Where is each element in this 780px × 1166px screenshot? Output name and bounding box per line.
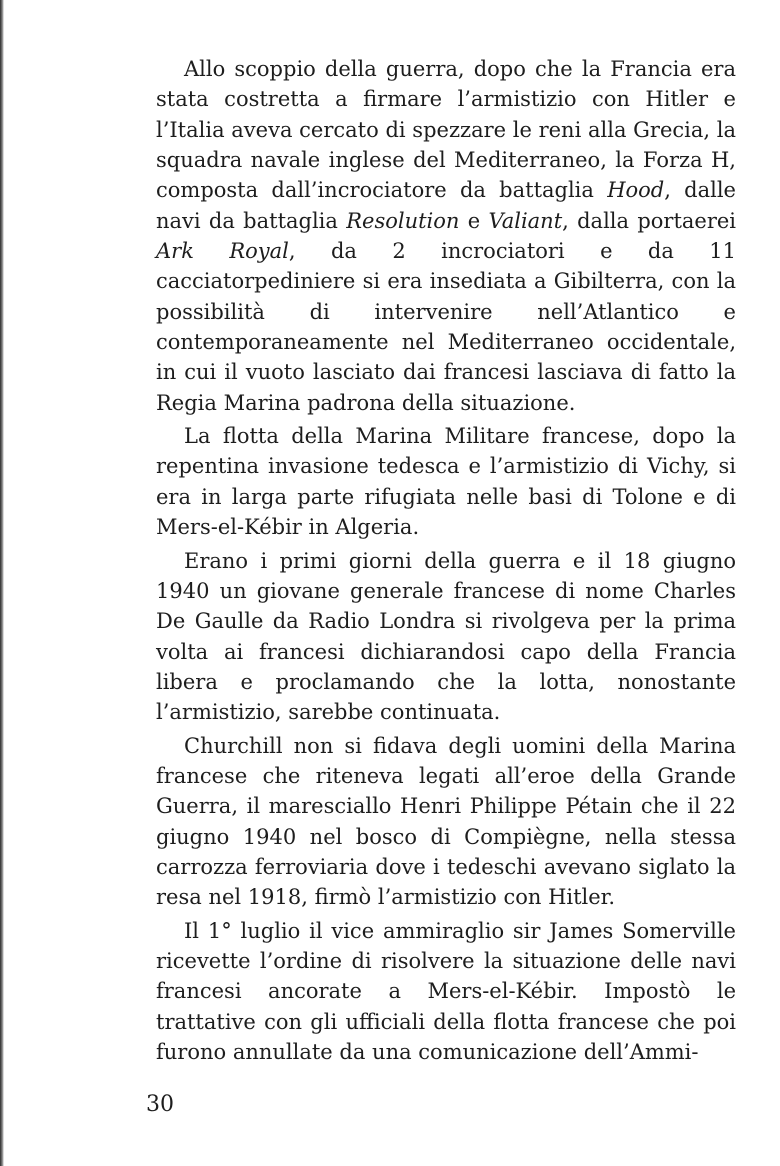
- paragraph-somerville: Il 1° luglio il vice ammiraglio sir James Somerville ricevette l’ordine di risolvere la situazione delle navi francesi ancorate a Mers-el-Kébir. Impostò le trattative con gli ufficiali della flotta francese che poi furono annullate da una comunicazione dell’Ammi-: [156, 918, 736, 1064]
- paragraph-text: , dalla portaerei: [562, 208, 737, 233]
- paragraph-text: e: [459, 208, 489, 233]
- paragraph-text: , da 2 incrociatori e da 11 cacciatorpediniere si era insediata a Gibilterra, con la possibilità di intervenire nell’Atlantico e contemporaneamente nel Mediterraneo occidentale, in cui il vuoto lasciato dai francesi lasciava di fatto la Regia Marina padrona della situazione.: [156, 239, 736, 415]
- paragraph-de-gaulle: Erano i primi giorni della guerra e il 18 giugno 1940 un giovane generale francese di nome Charles De Gaulle da Radio Londra si rivolgeva per la prima volta ai francesi dichiarandosi capo della Francia libera e proclamando che la lotta, nonostante l’armistizio, sarebbe continuata.: [156, 548, 736, 725]
- paragraph-french-fleet: La flotta della Marina Militare francese, dopo la repentina invasione tedesca e l’armistizio di Vichy, si era in larga parte rifugiata nelle basi di Tolone e di Mers-el-Kébir in Algeria.: [156, 424, 736, 540]
- page-number: 30: [146, 1092, 174, 1117]
- paragraph-churchill: Churchill non si fidava degli uomini della Marina francese che riteneva legati all’eroe della Grande Guerra, il maresciallo Henri Philippe Pétain che il 22 giugno 1940 nel bosco di Compiègne, nella stessa carrozza ferroviaria dove i tedeschi avevano siglato la resa nel 1918, firmò l’armistizio con Hitler.: [156, 733, 736, 910]
- page-edge-shadow: [0, 0, 4, 1166]
- ship-name-ark-royal: Ark Royal: [156, 239, 289, 264]
- ship-name-valiant: Valiant: [488, 208, 563, 233]
- paragraph-text: , dalle navi da battaglia: [156, 178, 736, 233]
- page-body-text: [156, 54, 736, 1067]
- paragraph-force-h: [156, 54, 736, 418]
- ship-name-hood: Hood: [607, 178, 665, 203]
- paragraph-text: Allo scoppio della guerra, dopo che la Francia era stata costretta a firmare l’armistizio con Hitler e l’Italia aveva cercato di spezzare le reni alla Grecia, la squadra navale inglese del Mediterraneo, la Forza H, composta dall’incrociatore da battaglia: [156, 57, 736, 203]
- ship-name-resolution: Resolution: [346, 208, 460, 233]
